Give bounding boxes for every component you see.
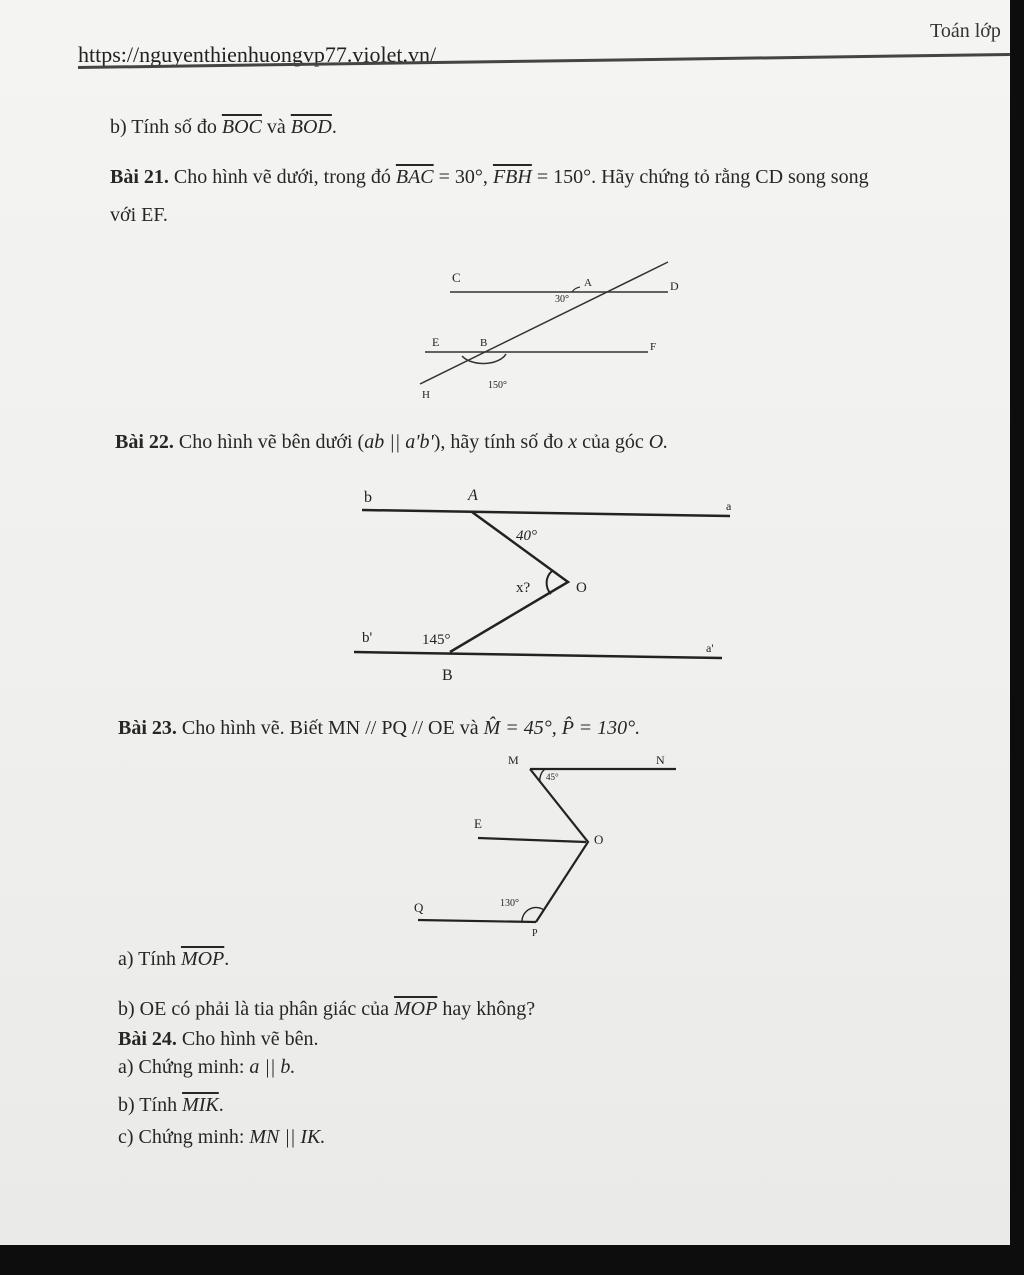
problem-22-text-3: của góc — [582, 431, 644, 453]
point-o: O. — [648, 431, 669, 453]
label-m: M — [508, 753, 519, 767]
angle-m-value: M̂ = 45°, — [483, 717, 557, 739]
q24c-math: MN || IK. — [249, 1126, 326, 1148]
problem-21-text-2: Hãy chứng tỏ rằng CD song song — [601, 166, 869, 188]
label-angle-150: 150° — [488, 380, 507, 391]
label-angle-40: 40° — [516, 528, 537, 544]
angle-mop: $\overline{MOP}$ — [180, 948, 225, 970]
q23a-text: a) Tính — [118, 948, 176, 970]
parallel-ab: ab || a'b' — [364, 431, 434, 453]
label-e: E — [474, 816, 482, 831]
angle-bod: $\overline{BOD}$ — [290, 116, 332, 138]
label-o: O — [594, 832, 604, 847]
line-qp — [418, 920, 536, 922]
prev-and: và — [266, 116, 286, 138]
q24b-text: b) Tính — [118, 1094, 178, 1116]
problem-21-text-3: với EF. — [110, 204, 168, 226]
label-a: a — [726, 499, 732, 513]
label-p: P — [532, 928, 538, 939]
label-a-prime: a' — [706, 641, 714, 655]
q24c-text: c) Chứng minh: — [118, 1126, 245, 1148]
problem-24-statement — [118, 1028, 319, 1051]
line-eo — [478, 838, 586, 842]
angle-fbh-value: = 150°. — [536, 166, 597, 188]
prev-text: b) Tính số đo — [110, 116, 217, 138]
label-f: F — [650, 341, 657, 353]
angle-p-value: P̂ = 130°. — [561, 717, 641, 739]
q24a-math: a || b. — [249, 1056, 296, 1078]
q23b-text: b) OE có phải là tia phân giác của — [118, 998, 389, 1020]
problem-24-question-c — [118, 1126, 325, 1149]
label-o: O — [576, 580, 587, 596]
prev-end: . — [331, 116, 337, 138]
label-b: b — [364, 489, 372, 506]
q23b-end: hay không? — [442, 998, 536, 1020]
label-angle-30: 30° — [555, 294, 569, 305]
label-angle-45: 45° — [546, 772, 559, 782]
angle-bac-value: = 30°, — [438, 166, 488, 188]
problem-22-label: Bài 22. — [115, 431, 174, 453]
q24b-end: . — [218, 1094, 224, 1116]
problem-24-text: Cho hình vẽ bên. — [181, 1028, 319, 1050]
problem-24-label: Bài 24. — [118, 1028, 177, 1050]
label-a: A — [584, 277, 592, 289]
label-angle-145: 145° — [422, 632, 451, 648]
angle-fbh: $\overline{FBH}$ — [492, 166, 532, 188]
problem-24-question-a — [118, 1056, 295, 1079]
angle-mop-sides — [530, 769, 588, 922]
q24a-text: a) Chứng minh: — [118, 1056, 245, 1078]
arc-45 — [540, 769, 545, 782]
label-a-point: A — [468, 487, 478, 504]
angle-mik: $\overline{MIK}$ — [182, 1094, 219, 1116]
header-subject: Toán lớp — [930, 20, 1001, 42]
problem-23-question-b — [118, 998, 535, 1021]
label-h: H — [422, 389, 430, 401]
label-x: x? — [516, 580, 531, 596]
problem-22-text-1: Cho hình vẽ bên dưới ( — [178, 431, 365, 453]
angle-bac: $\overline{BAC}$ — [395, 166, 434, 188]
label-b-point: B — [442, 667, 453, 684]
problem-23-question-a — [118, 948, 229, 971]
label-d: D — [670, 279, 679, 293]
header-url[interactable]: https://nguyenthienhuongvp77.violet.vn/ — [78, 42, 437, 67]
problem-23-label: Bài 23. — [118, 717, 177, 739]
angle-mop-2: $\overline{MOP}$ — [394, 998, 438, 1020]
label-angle-130: 130° — [500, 898, 519, 909]
problem-24-question-b — [118, 1094, 224, 1117]
var-x: x — [568, 431, 578, 453]
label-b-prime: b' — [362, 630, 373, 646]
label-q: Q — [414, 900, 424, 915]
q23a-end: . — [224, 948, 230, 970]
problem-22-text-2: ), hãy tính số đo — [433, 431, 564, 453]
angle-boc: $\overline{BOC}$ — [221, 116, 262, 138]
problem-21-text-1: Cho hình vẽ dưới, trong đó — [173, 166, 391, 188]
label-e: E — [432, 335, 440, 349]
label-n: N — [656, 753, 665, 767]
problem-23-text-1: Cho hình vẽ. Biết MN // PQ // OE và — [181, 717, 479, 739]
problem-21-label: Bài 21. — [110, 166, 169, 188]
label-b: B — [480, 337, 488, 349]
label-c: C — [452, 270, 461, 285]
